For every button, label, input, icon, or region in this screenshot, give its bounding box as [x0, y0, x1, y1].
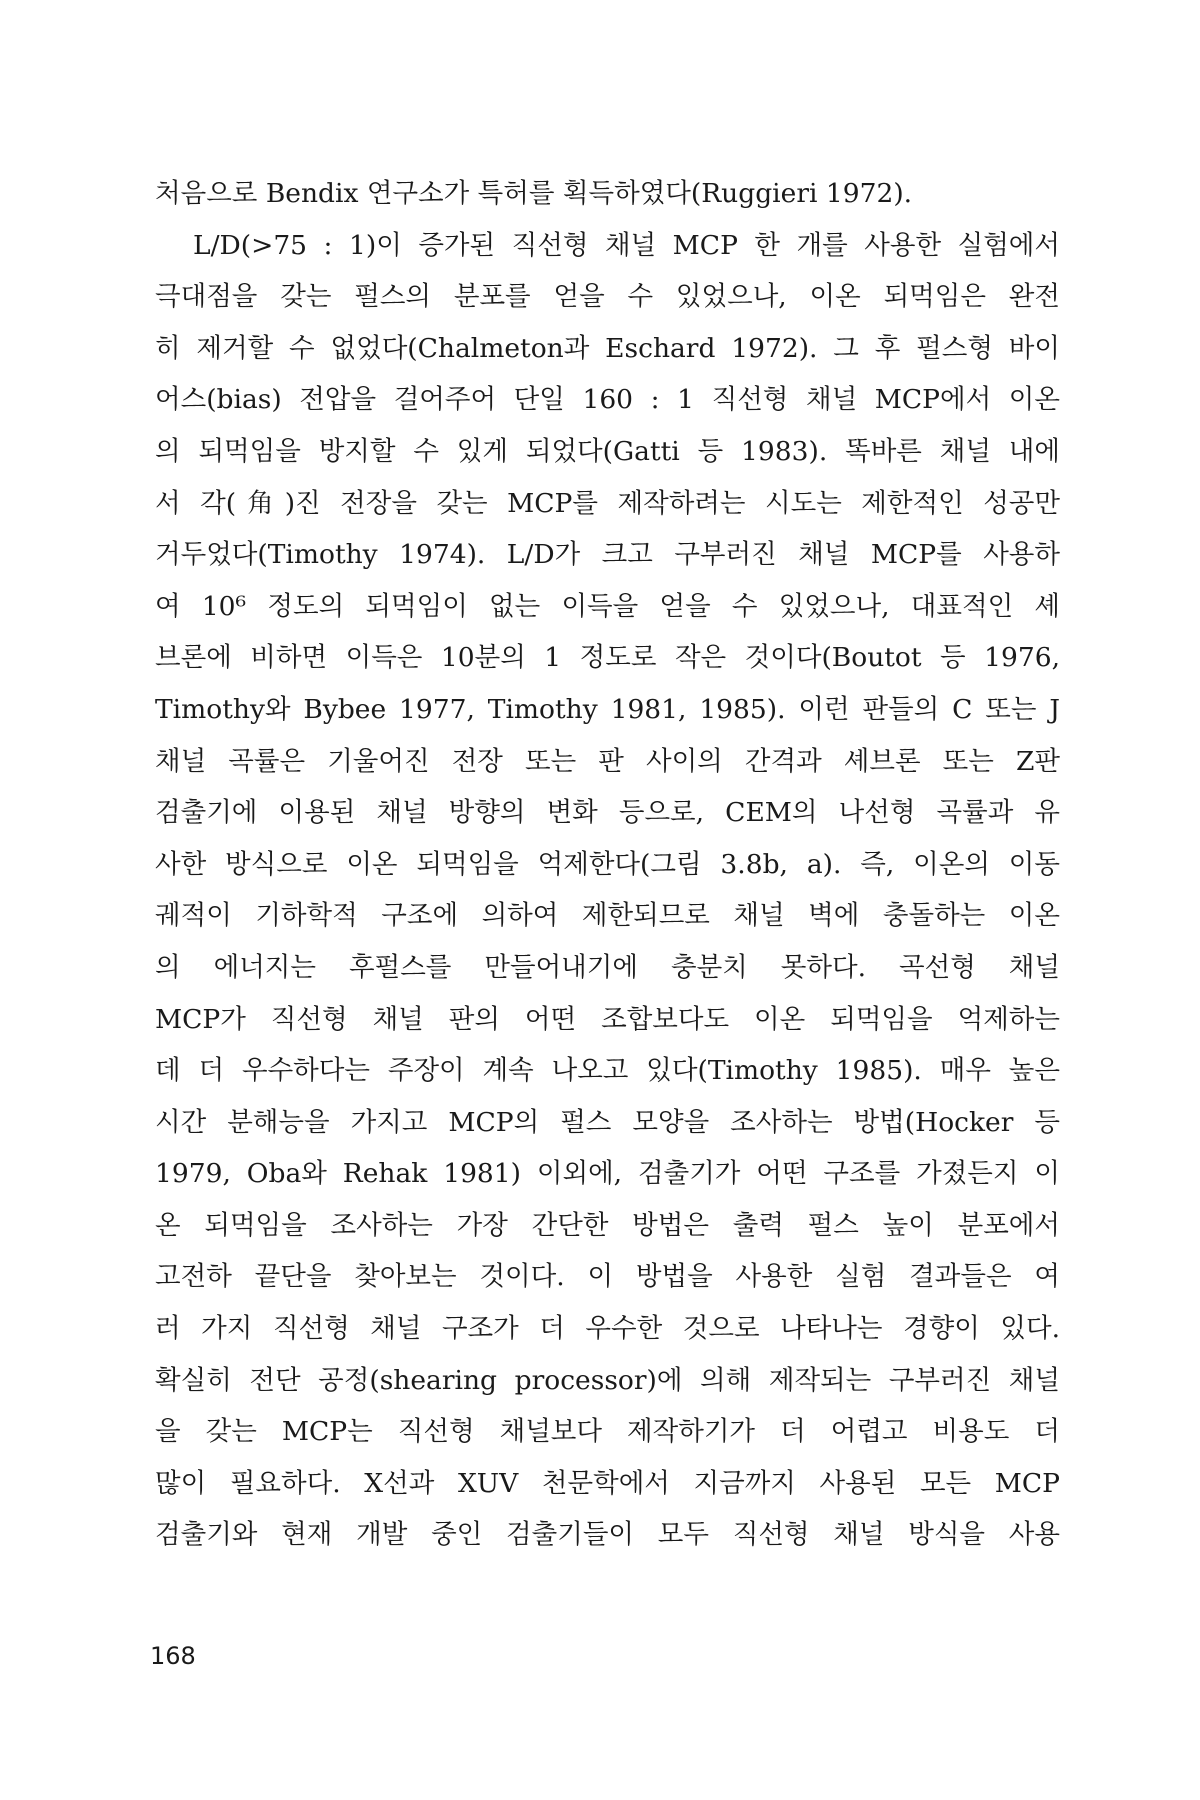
text-line: MCP가 직선형 채널 판의 어떤 조합보다도 이온 되먹임을 억제하는 [155, 1003, 1060, 1035]
text-line: 어스(bias) 전압을 걸어주어 단일 160 : 1 직선형 채널 MCP에서 이온 [155, 384, 1060, 416]
text-line: 많이 필요하다. X선과 XUV 천문학에서 지금까지 사용된 모든 MCP [155, 1467, 1060, 1499]
text-line: 검출기와 현재 개발 중인 검출기들이 모두 직선형 채널 방식을 사용 [155, 1519, 1060, 1551]
text-line: 러 가지 직선형 채널 구조가 더 우수한 것으로 나타나는 경향이 있다. [155, 1313, 1060, 1345]
text-line: 사한 방식으로 이온 되먹임을 억제한다(그림 3.8b, a). 즉, 이온의 이동 [155, 848, 1060, 880]
text-line: 1979, Oba와 Rehak 1981) 이외에, 검출기가 어떤 구조를 가졌든지 이 [155, 1158, 1060, 1190]
text-line: 의 되먹임을 방지할 수 있게 되었다(Gatti 등 1983). 똑바른 채널 내에 [155, 435, 1060, 467]
text-line: 의 에너지는 후펄스를 만들어내기에 충분치 못하다. 곡선형 채널 [155, 951, 1060, 983]
text-line: 서 각(角)진 전장을 갖는 MCP를 제작하려는 시도는 제한적인 성공만 [155, 487, 1060, 519]
text-line: 히 제거할 수 없었다(Chalmeton과 Eschard 1972). 그 후 펄스형 바이 [155, 332, 1060, 364]
text-line: 처음으로 Bendix 연구소가 특허를 획득하였다(Ruggieri 1972). [155, 178, 913, 209]
text-line: 데 더 우수하다는 주장이 계속 나오고 있다(Timothy 1985). 매우 높은 [155, 1055, 1060, 1087]
text-line: Timothy와 Bybee 1977, Timothy 1981, 1985). 이런 판들의 C 또는 J [155, 693, 1060, 725]
text-line: 브론에 비하면 이득은 10분의 1 정도로 작은 것이다(Boutot 등 1976, [155, 642, 1060, 674]
body-text [155, 168, 1060, 1561]
text-line: L/D(>75 : 1)이 증가된 직선형 채널 MCP 한 개를 사용한 실험에서 [193, 229, 1060, 261]
text-line: 확실히 전단 공정(shearing processor)에 의해 제작되는 구부러진 채널 [155, 1364, 1060, 1396]
text-line: 검출기에 이용된 채널 방향의 변화 등으로, CEM의 나선형 곡률과 유 [155, 797, 1060, 829]
text-line: 궤적이 기하학적 구조에 의하여 제한되므로 채널 벽에 충돌하는 이온 [155, 900, 1060, 932]
text-line: 거두었다(Timothy 1974). L/D가 크고 구부러진 채널 MCP를 사용하 [155, 539, 1060, 571]
text-line: 여 10⁶ 정도의 되먹임이 없는 이득을 얻을 수 있었으나, 대표적인 셰 [155, 590, 1060, 622]
text-line: 극대점을 갖는 펄스의 분포를 얻을 수 있었으나, 이온 되먹임은 완전 [155, 281, 1060, 313]
text-line: 고전하 끝단을 찾아보는 것이다. 이 방법을 사용한 실험 결과들은 여 [155, 1261, 1060, 1293]
text-line: 채널 곡률은 기울어진 전장 또는 판 사이의 간격과 셰브론 또는 Z판 [155, 745, 1060, 777]
text-line: 온 되먹임을 조사하는 가장 간단한 방법은 출력 펄스 높이 분포에서 [155, 1209, 1060, 1241]
text-line: 을 갖는 MCP는 직선형 채널보다 제작하기가 더 어렵고 비용도 더 [155, 1416, 1060, 1448]
page-number: 168 [150, 1642, 196, 1670]
text-line: 시간 분해능을 가지고 MCP의 펄스 모양을 조사하는 방법(Hocker 등 [155, 1106, 1060, 1138]
